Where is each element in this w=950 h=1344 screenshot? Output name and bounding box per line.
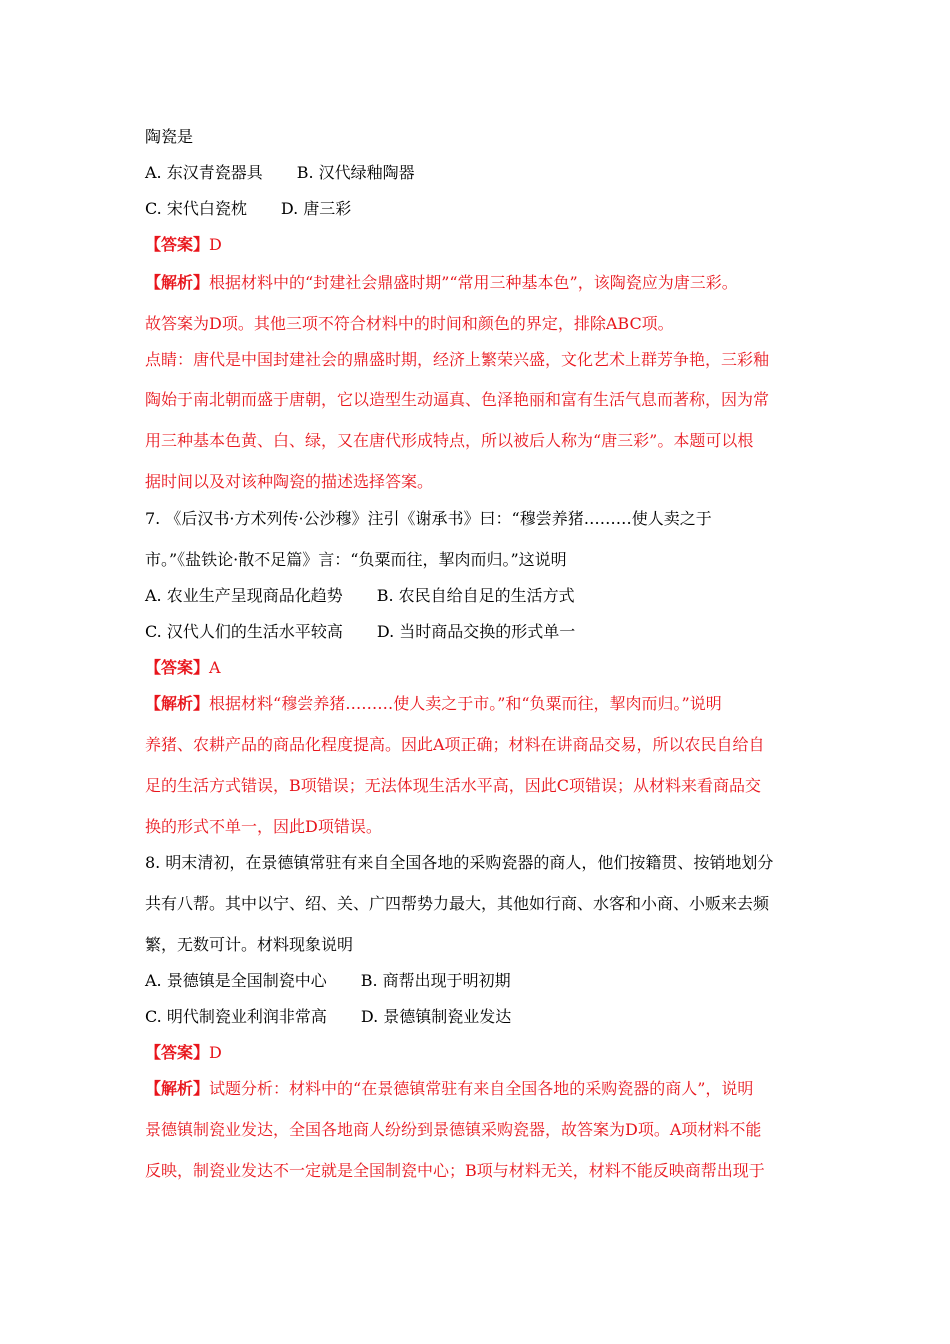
analysis-label: 【解析】	[145, 694, 210, 713]
q7-analysis-line-3: 足的生活方式错误，B项错误；无法体现生活水平高，因此C项错误；从材料来看商品交	[145, 776, 762, 795]
q7-analysis-line-4: 换的形式不单一，因此D项错误。	[145, 817, 382, 836]
q6-stem-end: 陶瓷是	[145, 127, 194, 146]
q8-options-row-2	[145, 1007, 511, 1027]
q8-analysis-line-3: 反映，制瓷业发达不一定就是全国制瓷中心；B项与材料无关，材料不能反映商帮出现于	[145, 1161, 765, 1180]
q6-option-c: C. 宋代白瓷枕	[145, 199, 247, 218]
q7-option-c: C. 汉代人们的生活水平较高	[145, 622, 343, 641]
q8-analysis-line-2: 景德镇制瓷业发达，全国各地商人纷纷到景德镇采购瓷器，故答案为D项。A项材料不能	[145, 1120, 762, 1139]
q7-options-row-1	[145, 586, 575, 606]
q7-analysis-line-2: 养猪、农耕产品的商品化程度提高。因此A项正确；材料在讲商品交易，所以农民自给自	[145, 735, 765, 754]
q6-option-d: D. 唐三彩	[280, 199, 352, 218]
q6-analysis-line-1	[145, 273, 738, 293]
q8-option-b: B. 商帮出现于明初期	[360, 971, 511, 990]
analysis-text: 根据材料“穆尝养猪………使人卖之于市。”和“负粟而往，挈肉而归。”说明	[209, 694, 722, 713]
q6-note-line-3: 用三种基本色黄、白、绿，又在唐代形成特点，所以被后人称为“唐三彩”。本题可以根	[145, 431, 754, 450]
q6-analysis-line-2: 故答案为D项。其他三项不符合材料中的时间和颜色的界定，排除ABC项。	[145, 314, 674, 333]
analysis-text: 试题分析：材料中的“在景德镇常驻有来自全国各地的采购瓷器的商人”，说明	[209, 1079, 754, 1098]
answer-label: 【答案】	[145, 1043, 210, 1062]
q6-options-row-1	[145, 163, 415, 183]
q6-options-row-2	[145, 199, 351, 219]
q8-option-a: A. 景德镇是全国制瓷中心	[145, 971, 327, 990]
q7-option-a: A. 农业生产呈现商品化趋势	[145, 586, 343, 605]
q8-option-c: C. 明代制瓷业利润非常高	[145, 1007, 327, 1026]
q6-note-line-4: 据时间以及对该种陶瓷的描述选择答案。	[145, 472, 434, 491]
analysis-label: 【解析】	[145, 1079, 210, 1098]
q7-options-row-2	[145, 622, 575, 642]
answer-value: D	[209, 1043, 222, 1062]
q7-stem-line-1: 7. 《后汉书·方术列传·公沙穆》注引《谢承书》曰：“穆尝养猪………使人卖之于	[145, 509, 712, 528]
answer-value: D	[209, 235, 222, 254]
q6-note-line-1: 点睛：唐代是中国封建社会的鼎盛时期，经济上繁荣兴盛，文化艺术上群芳争艳，三彩釉	[145, 350, 770, 369]
q7-option-b: B. 农民自给自足的生活方式	[376, 586, 575, 605]
q8-answer	[145, 1043, 222, 1063]
q8-stem-line-1: 8. 明末清初，在景德镇常驻有来自全国各地的采购瓷器的商人，他们按籍贯、按销地划分	[145, 853, 774, 872]
q6-note-line-2: 陶始于南北朝而盛于唐朝，它以造型生动逼真、色泽艳丽和富有生活气息而著称，因为常	[145, 390, 770, 409]
q8-options-row-1	[145, 971, 511, 991]
q7-stem-line-2: 市。”《盐铁论·散不足篇》言：“负粟而往，挈肉而归。”这说明	[145, 550, 567, 569]
q8-option-d: D. 景德镇制瓷业发达	[360, 1007, 512, 1026]
answer-label: 【答案】	[145, 235, 210, 254]
q7-answer	[145, 658, 221, 678]
analysis-text: 根据材料中的“封建社会鼎盛时期”“常用三种基本色”，该陶瓷应为唐三彩。	[209, 273, 738, 292]
q8-stem-line-3: 繁，无数可计。材料现象说明	[145, 935, 354, 954]
q8-stem-line-2: 共有八帮。其中以宁、绍、关、广四帮势力最大，其他如行商、水客和小商、小贩来去频	[145, 894, 770, 913]
q6-option-a: A. 东汉青瓷器具	[145, 163, 263, 182]
answer-value: A	[209, 658, 221, 677]
q6-answer	[145, 235, 222, 255]
q6-option-b: B. 汉代绿釉陶器	[296, 163, 415, 182]
q7-analysis-line-1	[145, 694, 722, 714]
answer-label: 【答案】	[145, 658, 210, 677]
analysis-label: 【解析】	[145, 273, 210, 292]
q7-option-d: D. 当时商品交换的形式单一	[376, 622, 576, 641]
q8-analysis-line-1	[145, 1079, 753, 1099]
